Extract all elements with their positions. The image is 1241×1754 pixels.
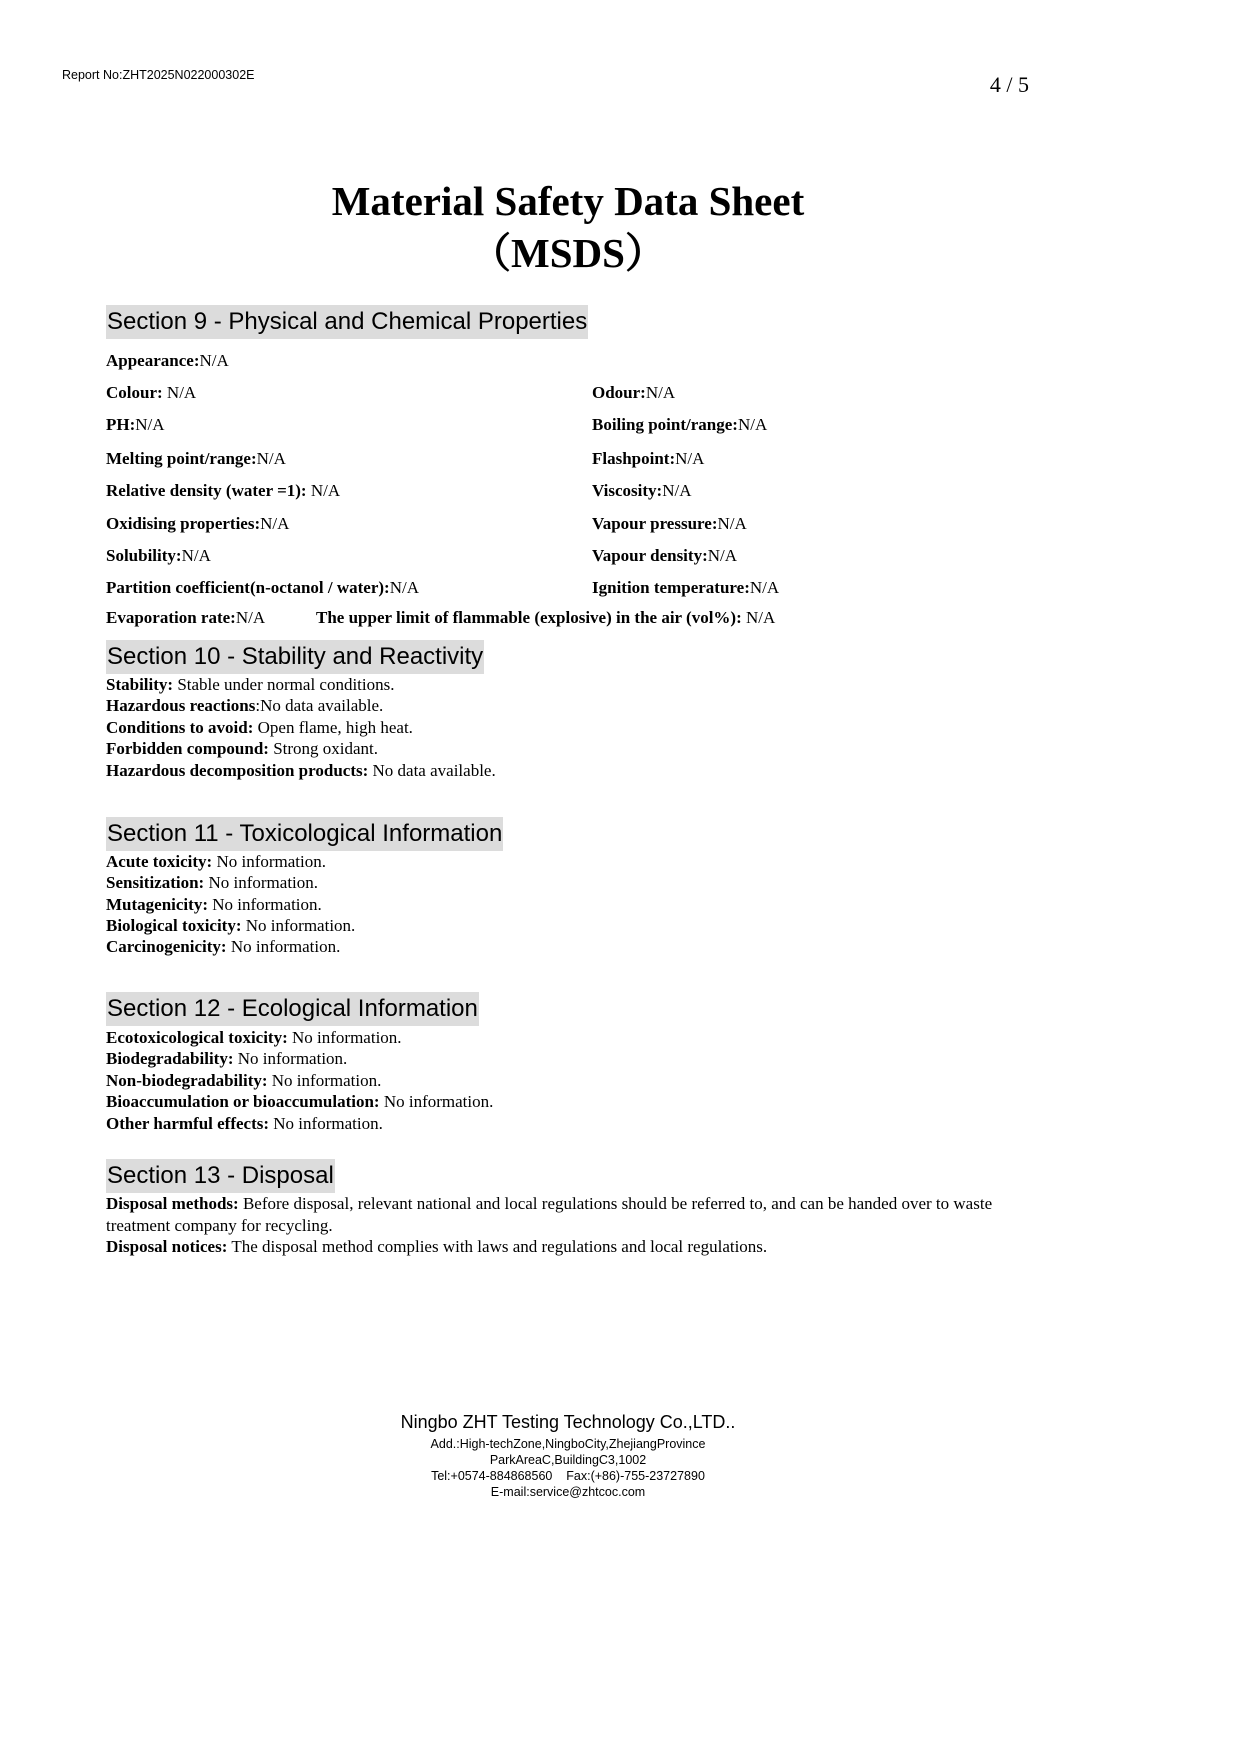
biological-toxicity-line: Biological toxicity: No information. — [106, 916, 356, 935]
solubility-field: Solubility:N/A — [106, 546, 211, 565]
disposal-methods: Disposal methods: Before disposal, relevant national and local regulations should be referred to, and can be handed over to waste treatment company for recycling. — [106, 1194, 993, 1235]
footer-tel-fax: Tel:+0574-884868560 Fax:(+86)-755-23727890 — [431, 1469, 705, 1483]
vapour-pressure-field: Vapour pressure:N/A — [592, 514, 747, 533]
document-subtitle: （MSDS） — [470, 230, 666, 276]
odour-field: Odour:N/A — [592, 383, 676, 402]
document-title: Material Safety Data Sheet — [331, 178, 805, 224]
mutagenicity-line: Mutagenicity: No information. — [106, 895, 322, 914]
ignition-temperature-field: Ignition temperature:N/A — [592, 578, 780, 597]
upper-flammable-limit-field: The upper limit of flammable (explosive) in the air (vol%): N/A — [316, 608, 776, 627]
vapour-density-field: Vapour density:N/A — [592, 546, 738, 565]
boiling-point-field: Boiling point/range:N/A — [592, 415, 768, 434]
viscosity-field: Viscosity:N/A — [592, 481, 692, 500]
bioaccumulation-line: Bioaccumulation or bioaccumulation: No information. — [106, 1092, 494, 1111]
appearance-field: Appearance:N/A — [106, 351, 229, 370]
section-9-heading: Section 9 - Physical and Chemical Properties — [106, 305, 588, 339]
page-number: 4 / 5 — [989, 72, 1029, 97]
section-11-heading: Section 11 - Toxicological Information — [106, 817, 503, 851]
report-number: Report No:ZHT2025N022000302E — [62, 68, 255, 82]
section-12-heading: Section 12 - Ecological Information — [106, 992, 479, 1026]
footer-address-1: Add.:High-techZone,NingboCity,ZhejiangProvince — [430, 1437, 706, 1451]
sensitization-line: Sensitization: No information. — [106, 873, 319, 892]
footer-address-2: ParkAreaC,BuildingC3,1002 — [489, 1453, 647, 1467]
oxidising-properties-field: Oxidising properties:N/A — [106, 514, 290, 533]
hazardous-reactions-line: Hazardous reactions:No data available. — [106, 696, 384, 715]
carcinogenicity-line: Carcinogenicity: No information. — [106, 937, 341, 956]
biodegradability-line: Biodegradability: No information. — [106, 1049, 348, 1068]
colour-field: Colour: N/A — [106, 383, 197, 402]
section-10-heading: Section 10 - Stability and Reactivity — [106, 640, 484, 674]
footer-company: Ningbo ZHT Testing Technology Co.,LTD.. — [400, 1412, 736, 1432]
non-biodegradability-line: Non-biodegradability: No information. — [106, 1071, 382, 1090]
conditions-to-avoid-line: Conditions to avoid: Open flame, high heat. — [106, 718, 413, 737]
ecotoxicological-toxicity-line: Ecotoxicological toxicity: No information. — [106, 1028, 402, 1047]
hazardous-decomposition-line: Hazardous decomposition products: No data available. — [106, 761, 496, 780]
relative-density-field: Relative density (water =1): N/A — [106, 481, 341, 500]
stability-line: Stability: Stable under normal conditions. — [106, 675, 395, 694]
other-harmful-effects-line: Other harmful effects: No information. — [106, 1114, 383, 1133]
disposal-notices: Disposal notices: The disposal method complies with laws and regulations and local regulations. — [106, 1237, 768, 1256]
footer-email: E-mail:service@zhtcoc.com — [490, 1485, 646, 1499]
section-13-heading: Section 13 - Disposal — [106, 1159, 335, 1193]
acute-toxicity-line: Acute toxicity: No information. — [106, 852, 327, 871]
ph-field: PH:N/A — [106, 415, 165, 434]
forbidden-compound-line: Forbidden compound: Strong oxidant. — [106, 739, 379, 758]
melting-point-field: Melting point/range:N/A — [106, 449, 286, 468]
evaporation-rate-field: Evaporation rate:N/A — [106, 608, 266, 627]
partition-coefficient-field: Partition coefficient(n-octanol / water):N/A — [106, 578, 419, 597]
flashpoint-field: Flashpoint:N/A — [592, 449, 705, 468]
